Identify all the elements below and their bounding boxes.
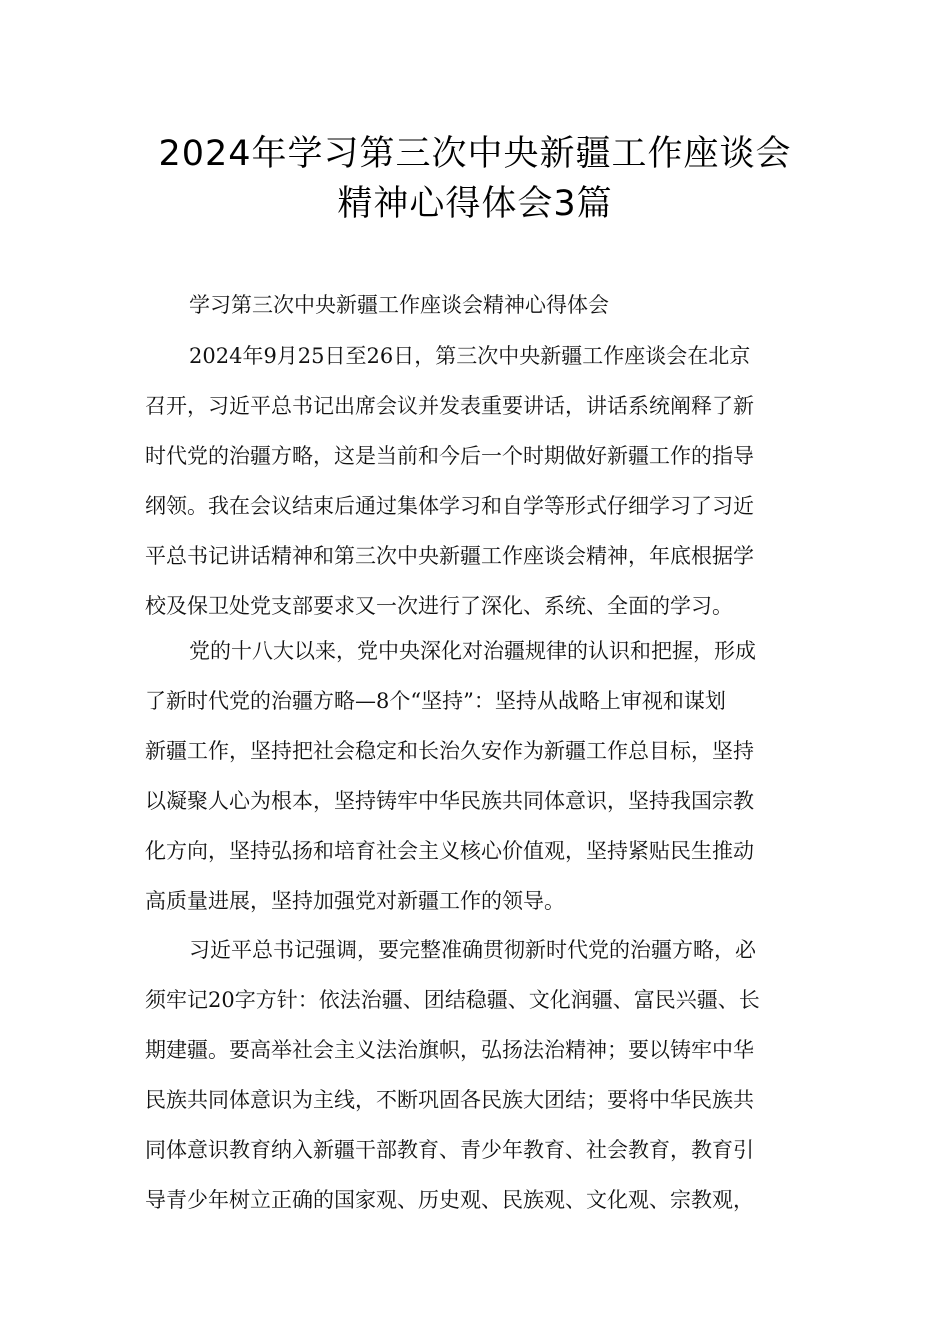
paragraph-line: 化方向，坚持弘扬和培育社会主义核心价值观，坚持紧贴民生推动: [145, 839, 754, 863]
paragraph-line: 时代党的治疆方略，这是当前和今后一个时期做好新疆工作的指导: [145, 444, 754, 468]
paragraph-line: 习近平总书记强调，要完整准确贯彻新时代党的治疆方略，必: [189, 938, 756, 962]
paragraph-line: 校及保卫处党支部要求又一次进行了深化、系统、全面的学习。: [145, 594, 733, 618]
paragraph-line: 须牢记20字方针：依法治疆、团结稳疆、文化润疆、富民兴疆、长: [145, 988, 760, 1012]
paragraph-2: [145, 626, 805, 926]
document-title-line-2: 精神心得体会3篇: [337, 184, 613, 224]
paragraph-line: 了新时代党的治疆方略—8个“坚持”：坚持从战略上审视和谋划: [145, 689, 726, 713]
paragraph-line: 党的十八大以来，党中央深化对治疆规律的认识和把握，形成: [189, 639, 756, 663]
paragraph-line: 导青少年树立正确的国家观、历史观、民族观、文化观、宗教观，: [145, 1188, 754, 1212]
document-title-line-1: 2024年学习第三次中央新疆工作座谈会: [158, 134, 792, 174]
paragraph-3: [145, 925, 805, 1225]
paragraph-line: 以凝聚人心为根本，坚持铸牢中华民族共同体意识，坚持我国宗教: [145, 789, 754, 813]
paragraph-line: 新疆工作，坚持把社会稳定和长治久安作为新疆工作总目标，坚持: [145, 739, 754, 763]
paragraph-line: 纲领。我在会议结束后通过集体学习和自学等形式仔细学习了习近: [145, 494, 754, 518]
paragraph-line: 期建疆。要高举社会主义法治旗帜，弘扬法治精神；要以铸牢中华: [145, 1038, 754, 1062]
paragraph-1: [145, 331, 805, 631]
paragraph-line: 召开，习近平总书记出席会议并发表重要讲话，讲话系统阐释了新: [145, 394, 754, 418]
paragraph-line: 同体意识教育纳入新疆干部教育、青少年教育、社会教育，教育引: [145, 1138, 754, 1162]
paragraph-line: 2024年9月25日至26日，第三次中央新疆工作座谈会在北京: [189, 344, 751, 368]
document-subtitle: 学习第三次中央新疆工作座谈会精神心得体会: [189, 293, 609, 317]
paragraph-line: 平总书记讲话精神和第三次中央新疆工作座谈会精神，年底根据学: [145, 544, 754, 568]
paragraph-line: 民族共同体意识为主线，不断巩固各民族大团结；要将中华民族共: [145, 1088, 754, 1112]
paragraph-line: 高质量进展，坚持加强党对新疆工作的领导。: [145, 889, 565, 913]
